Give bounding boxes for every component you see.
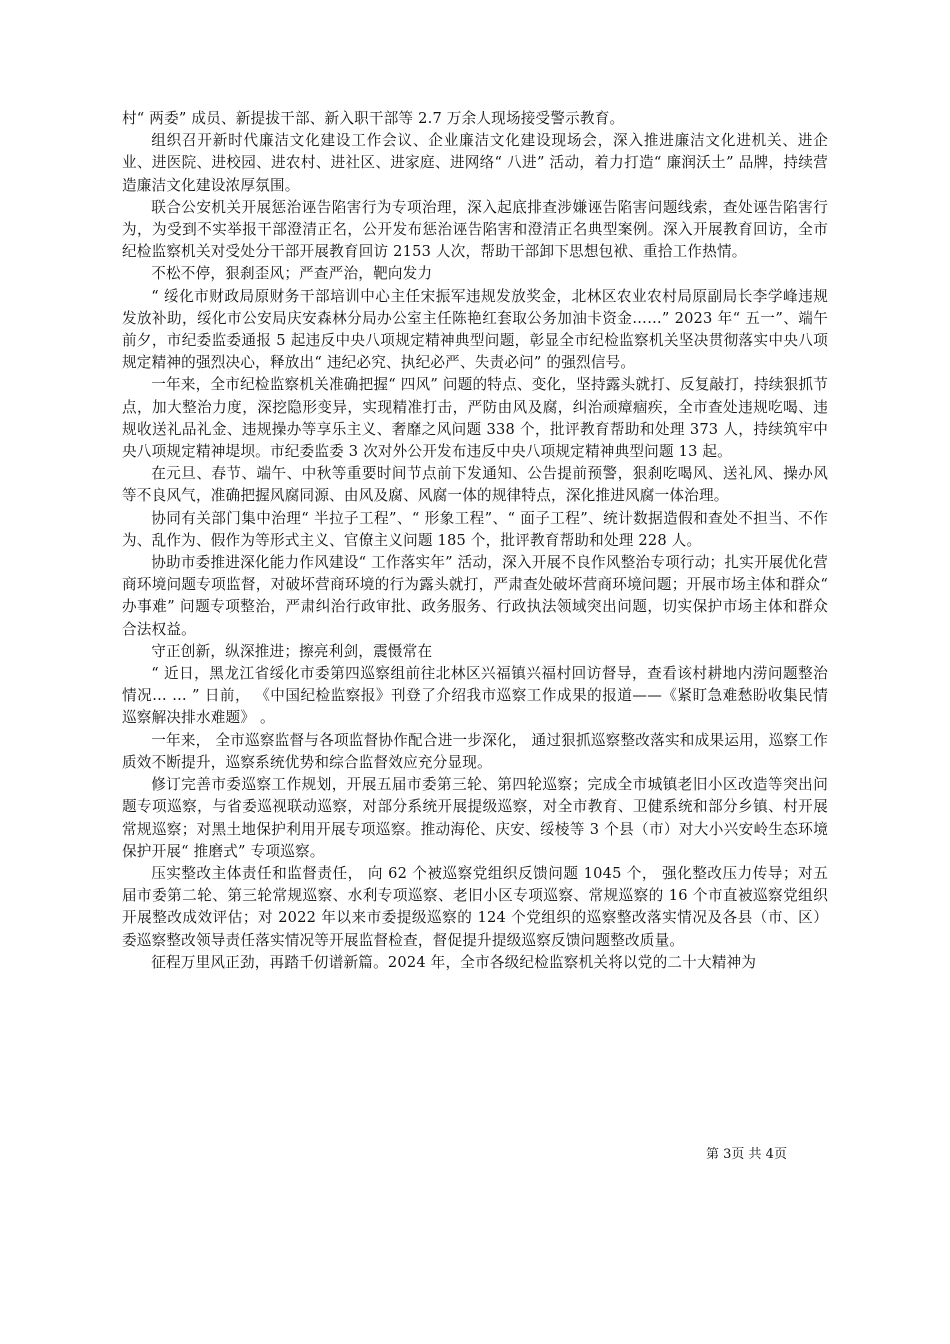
document-body xyxy=(122,108,828,974)
paragraph: 协同有关部门集中治理“ 半拉子工程”、“ 形象工程”、“ 面子工程”、统计数据造假和查处不担当、不作为、乱作为、假作为等形式主义、官僚主义问题 185 个，批评教育帮助和处理 228 人。 xyxy=(122,509,828,549)
paragraph-continuation: 村“ 两委” 成员、新提拔干部、新入职干部等 2.7 万余人现场接受警示教育。 xyxy=(122,110,625,127)
section-heading: 不松不停，狠刹歪风；严查严治，靶向发力 xyxy=(151,265,433,283)
paragraph: 修订完善市委巡察工作规划，开展五届市委第三轮、第四轮巡察；完成全市城镇老旧小区改造等突出问题专项巡察，与省委巡视联动巡察，对部分系统开展提级巡察，对全市教育、卫健系统和部分乡镇、村开展常规巡察；对黑土地保护利用开展专项巡察。推动海伦、庆安、绥棱等 3 个县（市）对大小兴安岭生态环境保护开展“ 推磨式” 专项巡察。 xyxy=(122,776,828,860)
paragraph: 组织召开新时代廉洁文化建设工作会议、企业廉洁文化建设现场会，深入推进廉洁文化进机关、进企业、进医院、进校园、进农村、进社区、进家庭、进网络“ 八进” 活动，着力打造“ 廉润沃土” 品牌，持续营造廉洁文化建设浓厚氛围。 xyxy=(122,132,828,194)
paragraph: 联合公安机关开展惩治诬告陷害行为专项治理，深入起底排查涉嫌诬告陷害问题线索，查处诬告陷害行为，为受到不实举报干部澄清正名，公开发布惩治诬告陷害和澄清正名典型案例。深入开展教育回访，全市纪检监察机关对受处分干部开展教育回访 2153 人次，帮助干部卸下思想包袱、重拾工作热情。 xyxy=(122,198,828,261)
paragraph: 征程万里风正劲，再踏千仞谱新篇。2024 年，全市各级纪检监察机关将以党的二十大精神为 xyxy=(151,953,757,971)
section-heading: 守正创新，纵深推进；擦亮利剑，震慑常在 xyxy=(151,642,433,660)
paragraph: “ 近日，黑龙江省绥化市委第四巡察组前往北林区兴福镇兴福村回访督导，查看该村耕地内涝问题整治情况… … ” 日前， 《中国纪检监察报》刊登了介绍我市巡察工作成果的报道——《紧盯急难愁盼收集民情 巡察解决排水难题》 。 xyxy=(122,665,828,727)
paragraph: 一年来， 全市巡察监督与各项监督协作配合进一步深化， 通过狠抓巡察整改落实和成果运用，巡察工作质效不断提升，巡察系统优势和综合监督效应充分显现。 xyxy=(122,731,828,771)
paragraph: 压实整改主体责任和监督责任， 向 62 个被巡察党组织反馈问题 1045 个， 强化整改压力传导；对五届市委第二轮、第三轮常规巡察、水利专项巡察、老旧小区专项巡察、常规巡察的 16 个市直被巡察党组织开展整改成效评估；对 2022 年以来市委提级巡察的 124 个党组织的巡察整改落实情况及各县（市、区）委巡察整改领导责任落实情况等开展监督检查，督促提升提级巡察反馈问题整改质量。 xyxy=(122,864,828,949)
paragraph: 协助市委推进深化能力作风建设“ 工作落实年” 活动，深入开展不良作风整治专项行动；扎实开展优化营商环境问题专项监督，对破坏营商环境的行为露头就打，严肃查处破坏营商环境问题；开展市场主体和群众“ 办事难” 问题专项整治，严肃纠治行政审批、政务服务、行政执法领域突出问题，切实保护市场主体和群众合法权益。 xyxy=(122,554,828,638)
page-number-footer: 第 3页 共 4页 xyxy=(706,1147,787,1162)
paragraph: 一年来，全市纪检监察机关准确把握“ 四风” 问题的特点、变化，坚持露头就打、反复敲打，持续狠抓节点，加大整治力度，深挖隐形变异，实现精准打击，严防由风及腐，纠治顽瘴痼疾，全市查处违规吃喝、违规收送礼品礼金、违规操办等享乐主义、奢靡之风问题 338 个，批评教育帮助和处理 373 人，持续筑牢中央八项规定精神堤坝。市纪委监委 3 次对外公开发布违反中央八项规定精神典型问题 13 起。 xyxy=(122,376,828,461)
paragraph: “ 绥化市财政局原财务干部培训中心主任宋振军违规发放奖金，北林区农业农村局原副局长李学峰违规发放补助，绥化市公安局庆安森林分局办公室主任陈艳红套取公务加油卡资金……” 2023 年“ 五一”、端午前夕，市纪委监委通报 5 起违反中央八项规定精神典型问题，彰显全市纪检监察机关坚决贯彻落实中央八项规定精神的强烈决心，释放出“ 违纪必究、执纪必严、失责必问” 的强烈信号。 xyxy=(122,287,828,372)
paragraph: 在元旦、春节、端午、中秋等重要时间节点前下发通知、公告提前预警，狠刹吃喝风、送礼风、操办风等不良风气，准确把握风腐同源、由风及腐、风腐一体的规律特点，深化推进风腐一体治理。 xyxy=(122,465,828,505)
